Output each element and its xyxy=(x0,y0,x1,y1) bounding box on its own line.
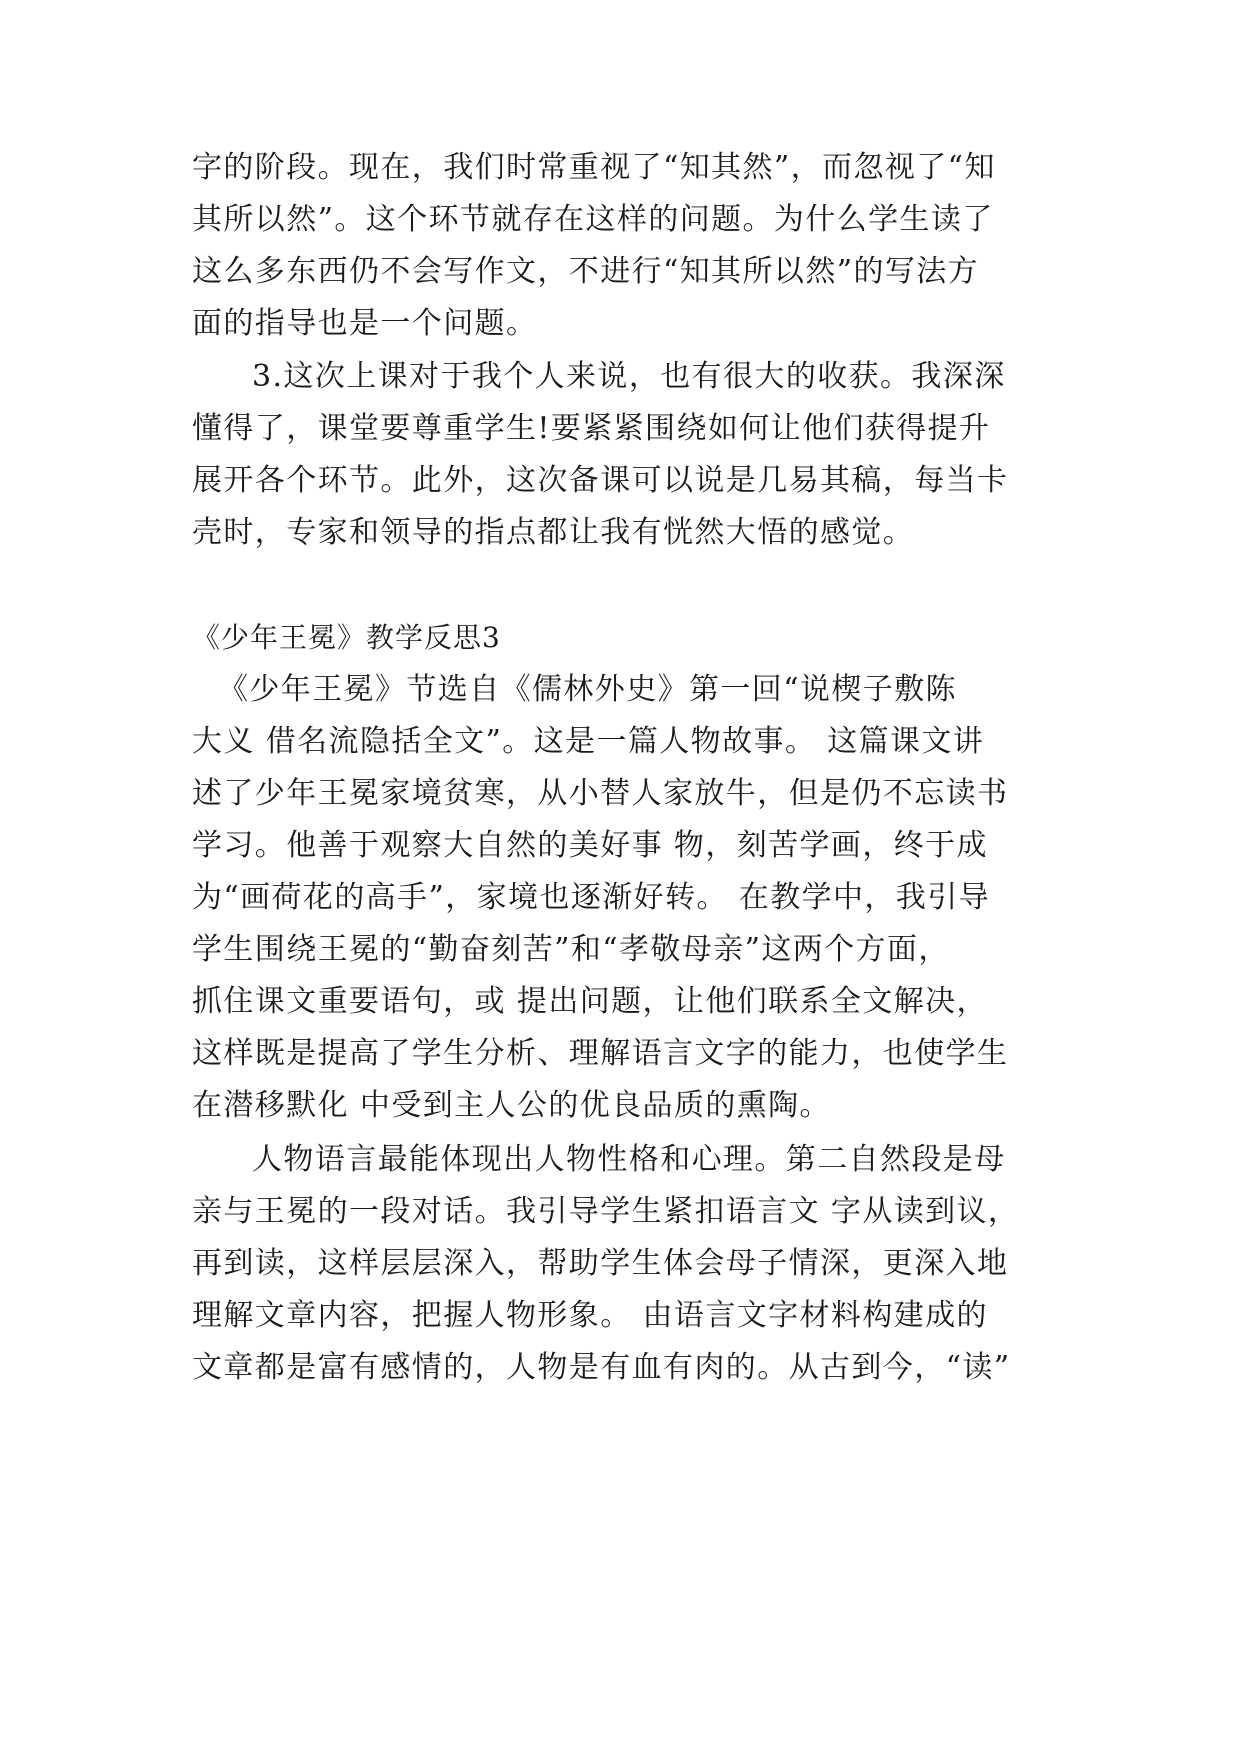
text-line: 再到读，这样层层深入，帮助学生体会母子情深，更深入地 xyxy=(192,1246,1009,1281)
text-line: 述了少年王冕家境贫寒，从小替人家放牛，但是仍不忘读书 xyxy=(192,776,1009,811)
text-line: 这么多东西仍不会写作文，不进行“知其所以然”的写法方 xyxy=(192,254,980,289)
text-line: 这样既是提高了学生分析、理解语言文字的能力，也使学生 xyxy=(192,1036,1009,1071)
text-line: 学习。他善于观察大自然的美好事 物，刻苦学画，终于成 xyxy=(192,828,988,863)
text-line: 亲与王冕的一段对话。我引导学生紧扣语言文 字从读到议， xyxy=(192,1194,1020,1229)
paragraph-first-line: 3.这次上课对于我个人来说，也有很大的收获。我深深 xyxy=(252,359,1006,394)
text-line: 文章都是富有感情的，人物是有血有肉的。从古到今，“读” xyxy=(192,1350,1011,1385)
paragraph-first-line: 《少年王冕》节选自《儒林外史》第一回“说楔子敷陈 xyxy=(218,672,957,707)
text-line: 懂得了，课堂要尊重学生!要紧紧围绕如何让他们获得提升 xyxy=(192,411,991,446)
text-line: 字的阶段。现在，我们时常重视了“知其然”，而忽视了“知 xyxy=(192,150,996,185)
text-line: 大义 借名流隐括全文”。这是一篇人物故事。 这篇课文讲 xyxy=(192,724,985,759)
text-line: 面的指导也是一个问题。 xyxy=(192,306,538,341)
text-line: 学生围绕王冕的“勤奋刻苦”和“孝敬母亲”这两个方面， xyxy=(192,932,950,967)
text-line: 为“画荷花的高手”，家境也逐渐好转。 在教学中，我引导 xyxy=(192,880,991,915)
paragraph-first-line: 人物语言最能体现出人物性格和心理。第二自然段是母 xyxy=(252,1142,1006,1177)
text-line: 抓住课文重要语句，或 提出问题，让他们联系全文解决， xyxy=(192,984,988,1019)
text-line: 理解文章内容，把握人物形象。 由语言文字材料构建成的 xyxy=(192,1298,988,1333)
text-line: 在潜移默化 中受到主人公的优良品质的熏陶。 xyxy=(192,1088,831,1123)
text-line: 展开各个环节。此外，这次备课可以说是几易其稿，每当卡 xyxy=(192,463,1009,498)
section-heading: 《少年王冕》教学反思3 xyxy=(192,621,501,654)
text-line: 其所以然”。这个环节就存在这样的问题。为什么学生读了 xyxy=(192,202,994,237)
text-line: 壳时，专家和领导的指点都让我有恍然大悟的感觉。 xyxy=(192,515,915,550)
